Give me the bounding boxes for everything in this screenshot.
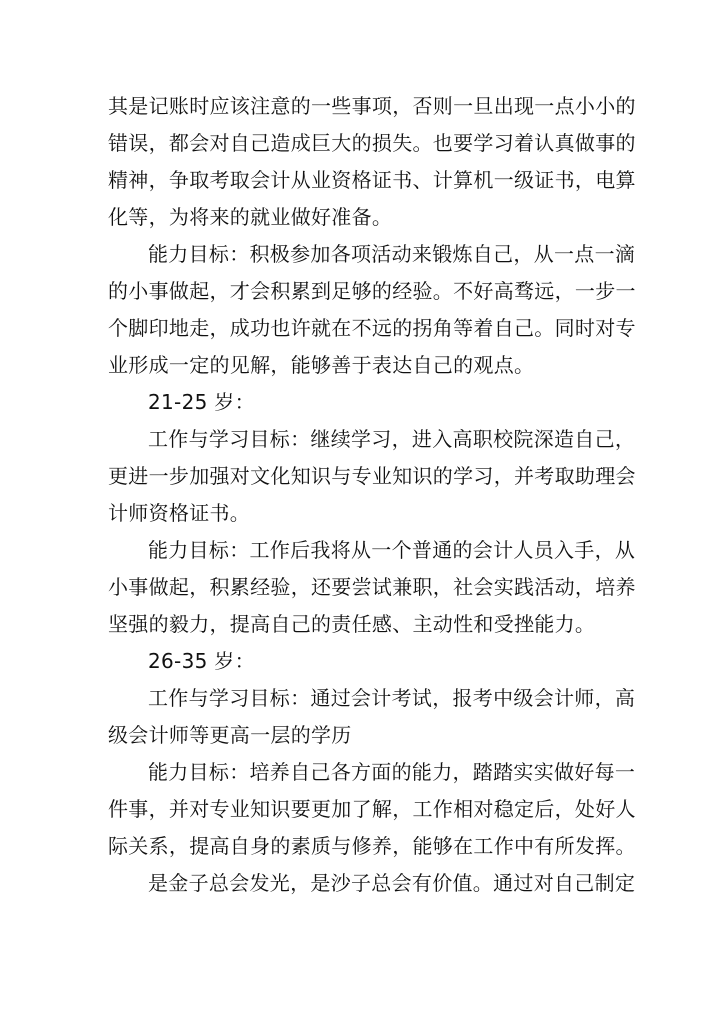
section-heading-21-25 <box>108 384 618 421</box>
paragraph-continuation <box>108 88 636 236</box>
paragraph-ability-goal-1 <box>108 236 636 384</box>
text-line: 更进一步加强对文化知识与专业知识的学习，并考取助理会 <box>108 464 636 488</box>
text-line: 件事，并对专业知识要更加了解，工作相对稳定后，处好人 <box>108 797 636 821</box>
text-line: 坚强的毅力，提高自己的责任感、主动性和受挫能力。 <box>108 612 596 636</box>
text-line: 计师资格证书。 <box>108 501 251 525</box>
text-line: 26-35 岁： <box>148 649 255 673</box>
text-line: 业形成一定的见解，能够善于表达自己的观点。 <box>108 353 535 377</box>
document-body <box>108 88 636 902</box>
text-line: 工作与学习目标：通过会计考试，报考中级会计师，高 <box>148 686 636 710</box>
text-line: 是金子总会发光，是沙子总会有价值。通过对自己制定 <box>148 871 636 895</box>
text-line: 小事做起，积累经验，还要尝试兼职，社会实践活动，培养 <box>108 575 636 599</box>
text-line: 错误，都会对自己造成巨大的损失。也要学习着认真做事的 <box>108 131 636 155</box>
text-line: 级会计师等更高一层的学历 <box>108 723 352 747</box>
text-line: 精神，争取考取会计从业资格证书、计算机一级证书，电算 <box>108 168 636 192</box>
paragraph-conclusion <box>108 865 636 902</box>
paragraph-ability-goal-2 <box>108 532 636 643</box>
paragraph-ability-goal-3 <box>108 754 636 865</box>
text-line: 工作与学习目标：继续学习，进入高职校院深造自己， <box>148 427 636 451</box>
text-line: 能力目标：积极参加各项活动来锻炼自己，从一点一滴 <box>148 242 636 266</box>
text-line: 能力目标：工作后我将从一个普通的会计人员入手，从 <box>148 538 636 562</box>
text-line: 化等，为将来的就业做好准备。 <box>108 205 393 229</box>
text-line: 个脚印地走，成功也许就在不远的拐角等着自己。同时对专 <box>108 316 636 340</box>
paragraph-work-study-goal-1 <box>108 421 636 532</box>
text-line: 其是记账时应该注意的一些事项，否则一旦出现一点小小的 <box>108 94 636 118</box>
paragraph-work-study-goal-2 <box>108 680 636 754</box>
text-line: 的小事做起，才会积累到足够的经验。不好高骛远，一步一 <box>108 279 636 303</box>
text-line: 际关系，提高自身的素质与修养，能够在工作中有所发挥。 <box>108 834 636 858</box>
text-line: 21-25 岁： <box>148 390 255 414</box>
section-heading-26-35 <box>108 643 618 680</box>
text-line: 能力目标：培养自己各方面的能力，踏踏实实做好每一 <box>148 760 636 784</box>
